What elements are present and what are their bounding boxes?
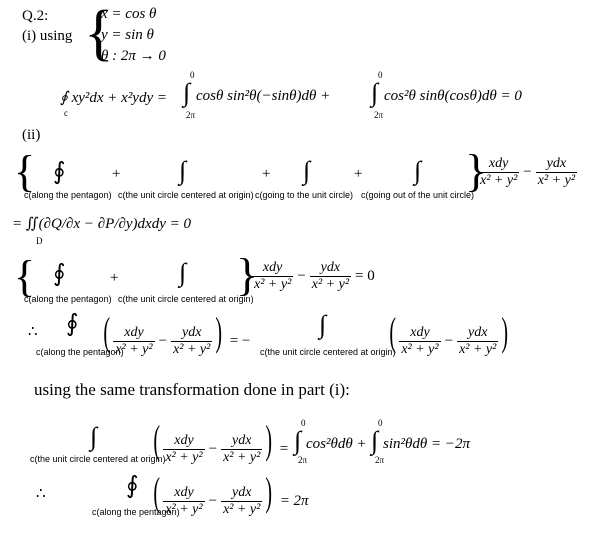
row3-circle-label: c(the unit circle centered at origin) (260, 347, 396, 357)
final2-num2: ydx (232, 484, 252, 500)
row2-num1: xdy (262, 260, 283, 275)
row1-right-brace: } (465, 145, 488, 196)
row3r-den2: x² + y² (459, 341, 497, 357)
row3-integrand-right: ( $\frac{\text{xdy}}{\text{x² + y²}}$ − $\frac{\text{ydx}}{\text{x² + y²}}$ ) (389, 309, 509, 357)
eq1-term1: cosθ sin²θ(−sinθ)dθ + (196, 88, 331, 104)
row3-den2: x² + y² (173, 341, 211, 357)
final1-equals: = (279, 441, 289, 457)
row3-int-circle: ∫ (319, 310, 327, 339)
final1-int-b-lower: 2π (375, 455, 385, 465)
eq1-int2-sign: ∫ (371, 78, 379, 107)
eq1-int2-lower: 2π (374, 110, 384, 120)
row2-plus: + (110, 270, 119, 286)
final1-den1: x² + y² (165, 449, 203, 465)
green-theorem: = ∬(∂Q/∂x − ∂P/∂y)dxdy = 0 (12, 216, 191, 232)
row1-circle-label: c(the unit circle centered at origin) (118, 190, 254, 200)
eq1-int2-upper: 0 (378, 70, 383, 80)
final2-den2: x² + y² (223, 501, 261, 517)
row3r-num2: ydx (468, 324, 488, 340)
row2-integrand (252, 260, 375, 293)
row3-den1: x² + y² (115, 341, 153, 357)
row1-minus: − (523, 164, 532, 181)
eq1-int1-sign: ∫ (183, 78, 191, 107)
eq1-int1-lower: 2π (186, 110, 196, 120)
row3-pentagon-label: c(along the pentagon) (36, 347, 124, 357)
question-label: Q.2: (22, 8, 49, 24)
row1-den2: x² + y² (537, 173, 576, 188)
green-domain: D (36, 236, 43, 246)
row2-pentagon-label: c(along the pentagon) (24, 294, 112, 304)
row2-den1: x² + y² (254, 277, 292, 292)
row2-right-brace: } (236, 249, 259, 300)
final2-integrand: ( $\frac{\text{xdy}}{\text{x² + y²}}$ − $\frac{\text{ydx}}{\text{x² + y²}}$ ) = 2π (153, 469, 309, 517)
final2-den1: x² + y² (165, 501, 203, 517)
eq1-lhs: ∮ xy²dx + x²ydy = (60, 90, 167, 106)
final1-num1: xdy (174, 432, 194, 448)
final2-minus: − (208, 493, 218, 509)
row1-int-to: ∫ (303, 156, 311, 185)
row3-num2: ydx (182, 324, 202, 340)
row2-left-brace: { (14, 252, 36, 301)
final1-cos-term: cos²θdθ + (306, 436, 367, 452)
final-sentence: using the same transformation done in part (i): (34, 380, 350, 399)
row1-plus-2: + (262, 166, 271, 182)
row1-oint: ∮ (53, 159, 66, 185)
row3r-num1: xdy (410, 324, 430, 340)
row3-num1: xdy (124, 324, 144, 340)
system-line-1: x = cos θ (101, 6, 157, 22)
row2-num2: ydx (320, 260, 341, 275)
row1-going-out-label: c(going out of the unit circle) (361, 190, 475, 200)
eq1-int1-upper: 0 (190, 70, 195, 80)
row3-minus: − (158, 333, 168, 349)
final1-int: ∫ (90, 422, 98, 451)
final1-minus: − (208, 441, 218, 457)
row2-den2: x² + y² (311, 277, 350, 292)
row3-oint: ∮ (66, 311, 79, 337)
final1-int-b: ∫ (371, 426, 379, 455)
final1-den2: x² + y² (223, 449, 261, 465)
final1-num2: ydx (232, 432, 252, 448)
row3-therefore: ∴ (28, 324, 38, 340)
row1-int-out: ∫ (414, 156, 422, 185)
final1-sin-term: sin²θdθ = −2π (383, 436, 470, 452)
final1-int-a: ∫ (294, 426, 302, 455)
final2-result: = 2π (279, 493, 309, 509)
row3r-minus: − (444, 333, 454, 349)
final2-therefore: ∴ (36, 486, 46, 502)
row1-num1: xdy (488, 156, 509, 171)
row1-int-circle: ∫ (179, 156, 187, 185)
row3-integrand-left: ( $\frac{\text{xdy}}{\text{x² + y²}}$ − $\frac{\text{ydx}}{\text{x² + y²}}$ ) = − (103, 309, 251, 357)
row1-pentagon-label: c(along the pentagon) (24, 190, 112, 200)
system-line-2: y = sin θ (101, 27, 154, 43)
system-brace: { (84, 0, 114, 67)
row1-num2: ydx (546, 156, 567, 171)
row3r-den1: x² + y² (401, 341, 439, 357)
part-ii-label: (ii) (22, 127, 41, 143)
row1-plus-1: + (112, 166, 121, 182)
final1-int-b-upper: 0 (378, 418, 383, 428)
row1-integrand (478, 156, 577, 189)
final2-oint: ∮ (126, 473, 139, 499)
row2-circle-label: c(the unit circle centered at origin) (118, 294, 254, 304)
row2-eq-zero: = 0 (355, 268, 375, 285)
eq1-c-label: c (64, 108, 68, 118)
row1-left-brace: { (14, 147, 36, 196)
final1-integrand: ( $\frac{\text{xdy}}{\text{x² + y²}}$ − $\frac{\text{ydx}}{\text{x² + y²}}$ ) = (153, 417, 289, 465)
row1-den1: x² + y² (480, 173, 518, 188)
part-i-label: (i) using (22, 28, 73, 44)
row2-int-circle: ∫ (179, 258, 187, 287)
row2-minus: − (297, 268, 306, 285)
row3-eq-neg: = − (229, 333, 251, 349)
final1-int-a-lower: 2π (298, 455, 308, 465)
eq1-term2: cos²θ sinθ(cosθ)dθ = 0 (384, 88, 522, 104)
row2-oint: ∮ (53, 261, 66, 287)
final1-int-a-upper: 0 (301, 418, 306, 428)
final2-num1: xdy (174, 484, 194, 500)
final2-pentagon-label: c(along the pentagon) (92, 507, 180, 517)
final1-circle-label: c(the unit circle centered at origin) (30, 454, 166, 464)
system-line-3: θ : 2π → 0 (101, 48, 166, 64)
row1-going-to-label: c(going to the unit circle) (255, 190, 354, 200)
row1-plus-3: + (354, 166, 363, 182)
